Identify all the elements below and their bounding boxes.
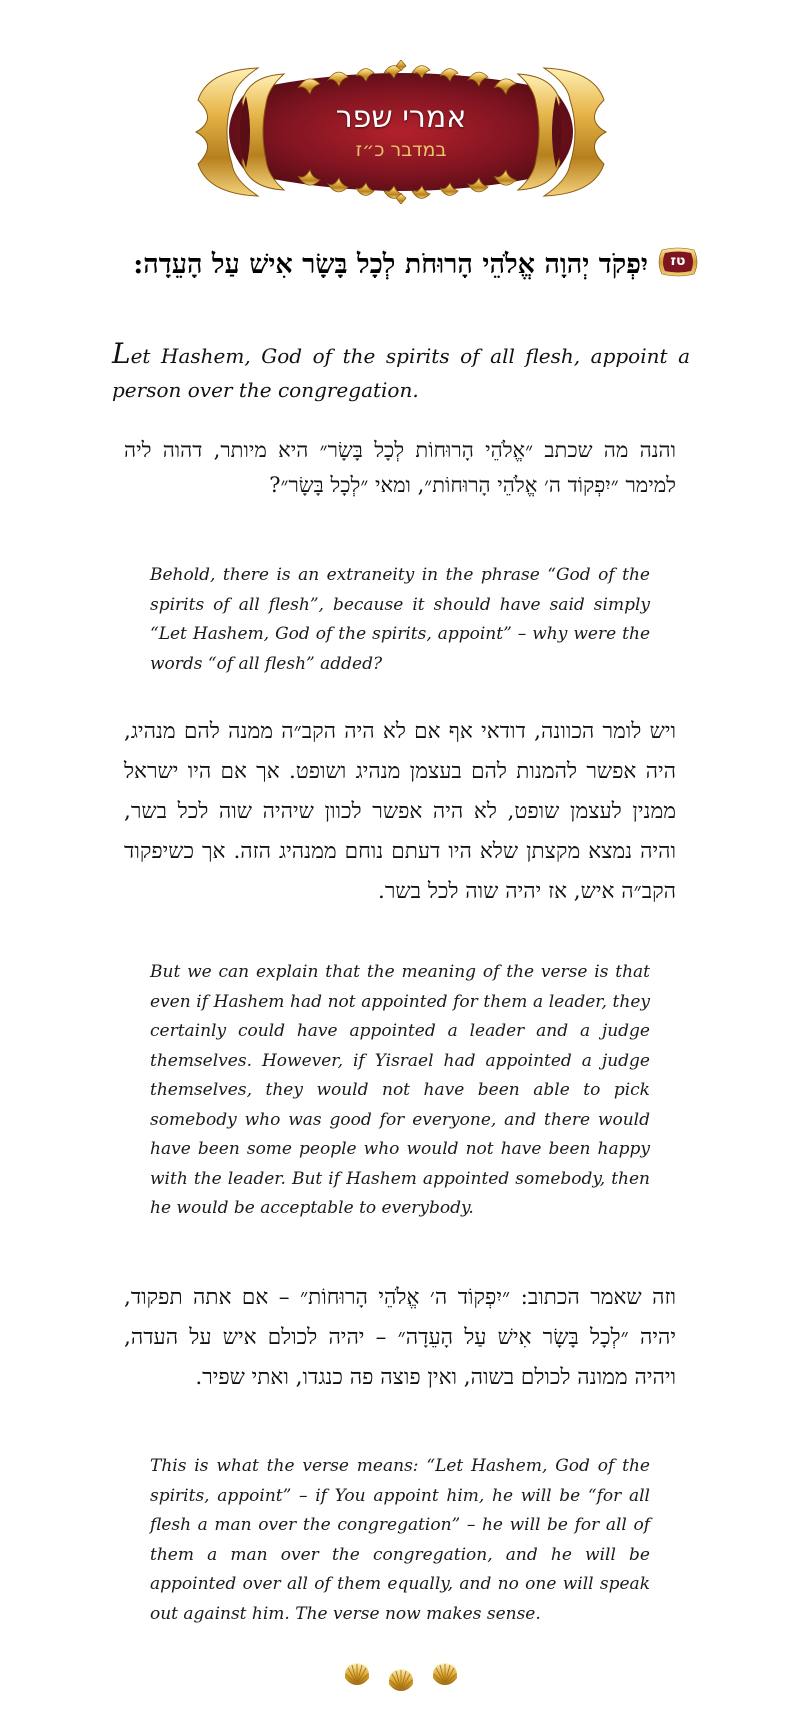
shell-icon [386,1666,416,1694]
commentary-hebrew-1: והנה מה שכתב ״אֱלֹהֵי הָרוּחוֹת לְכָל בָּשָׂר״ היא מיותר, דהוה ליה למימר ״יִפְקוֹד ה׳ אֱלֹהֵי הָרוּחוֹת״, ומאי ״לְכָל בָּשָׂר״? [124,438,676,497]
banner-text [188,60,614,204]
translation-text: et Hashem, God of the spirits of all flesh, appoint a person over the congregation. [112,344,690,402]
banner-subtitle: במדבר כ״ז [355,139,447,161]
banner-title: אמרי שפר [335,100,467,135]
commentary-english-2: But we can explain that the meaning of the verse is that even if Hashem had not appointed for them a leader, they certainly could have appointed a leader and a judge themselves. However, if Yisrael had appointed a judge themselves, they would not have been able to pick somebody who was good for everyone, and there would have been some people who would not have been happy with the leader. But if Hashem appointed somebody, then he would be acceptable to everybody. [150,962,650,1218]
verse-translation [112,337,690,407]
verse-hebrew: יִפְקֹד יְהוָה אֱלֹהֵי הָרוּחֹת לְכָל בָּשָׂר אִישׁ עַל הָעֵדָה: [133,249,648,280]
commentary-english-3: This is what the verse means: “Let Hashem, God of the spirits, appoint” – if You appoint him, he will be “for all flesh a man over the congregation” – he will be for all of them a man over the congregation, and he will be appointed over all of them equally, and no one will speak out against him. The verse now makes sense. [150,1456,650,1624]
translation-dropcap: L [112,337,131,370]
shell-icon [342,1660,372,1688]
shell-icon [430,1660,460,1688]
footer-ornaments [340,1660,460,1696]
verse-number: טז [670,253,686,269]
verse-number-badge [656,247,700,277]
commentary-hebrew-2: ויש לומר הכוונה, דודאי אף אם לא היה הקב״ה ממנה להם מנהיג, היה אפשר להמנות להם בעצמן מנהיג ושופט. אך אם היו ישראל ממנין לעצמן שופט, לא היה אפשר לכוון שיהיה שוה לכל בשר, והיה נמצא מקצתן שלא היו דעתם נוחם ממנהיג הזה. אך כשיפקוד הקב״ה איש, אז יהיה שוה לכל בשר. [124,719,676,904]
commentary-hebrew-3: וזה שאמר הכתוב: ״יִפְקוֹד ה׳ אֱלֹהֵי הָרוּחוֹת״ – אם אתה תפקוד, יהיה ״לְכָל בָּשָׂר אִישׁ עַל הָעֵדָה״ – יהיה לכולם איש על העדה, ויהיה ממונה לכולם בשוה, ואין פוצה פה כנגדו, ואתי שפיר. [124,1285,676,1390]
header-banner [188,60,614,204]
commentary-english-1: Behold, there is an extraneity in the phrase “God of the spirits of all flesh”, because it should have said simply “Let Hashem, God of the spirits, appoint” – why were the words “of all flesh” added? [150,565,650,674]
verse-text-block [108,242,700,288]
